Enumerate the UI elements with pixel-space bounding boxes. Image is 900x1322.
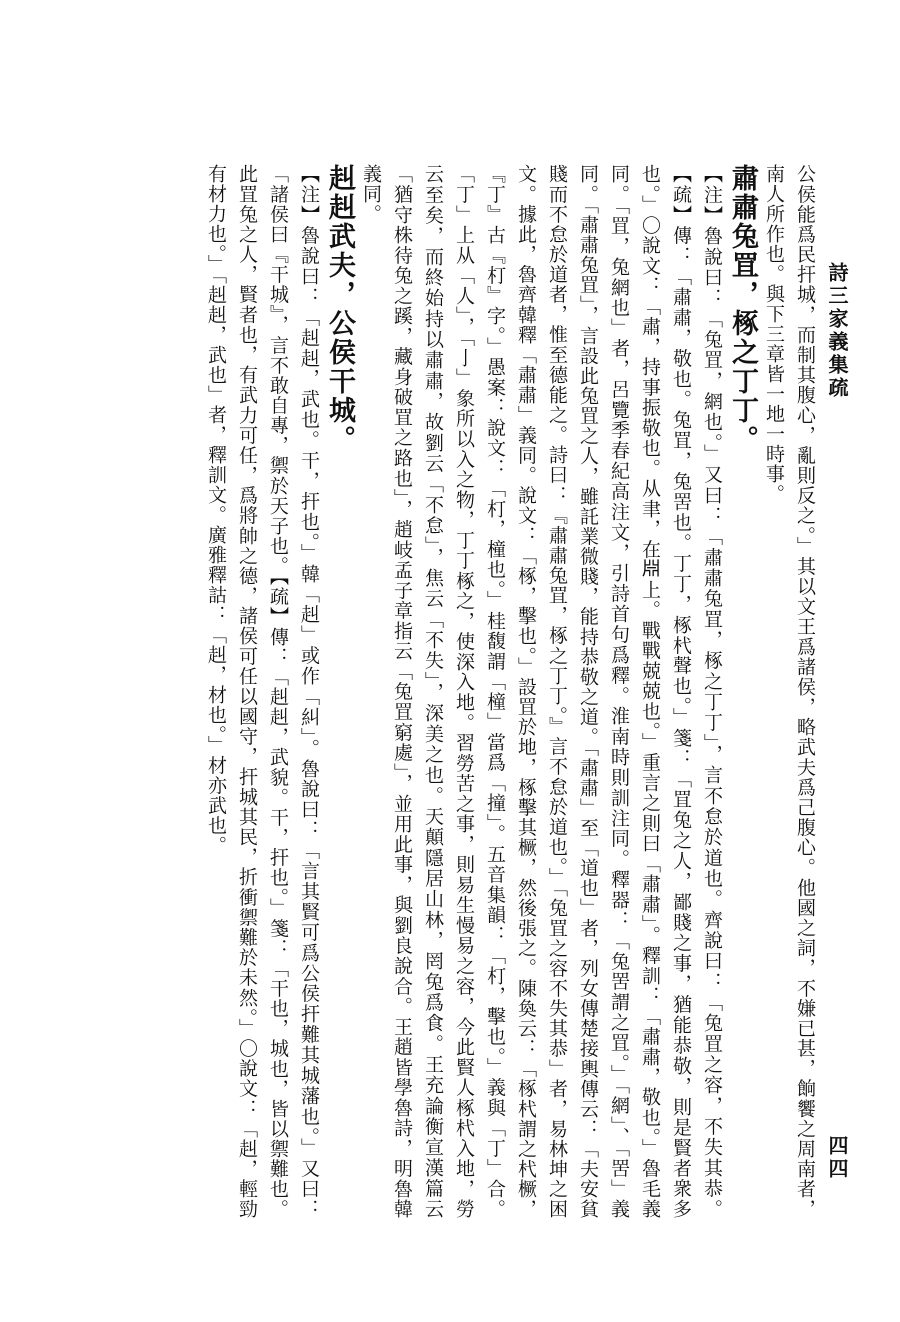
verse-line-2: 赳赳武夫，公侯干城。 bbox=[324, 164, 355, 454]
commentary-2: 【注】魯說曰：「赳赳，武也。干，扞也。」韓「赳」或作「糾」。魯說曰：「言其賢可爲公侯扞難其城藩也。」又曰：「諸侯曰『干城』，言不敢自專，禦於天子也。【疏】傳：「赳赳，武貌。干，扞也。」箋：「干也，城也，皆以禦難也。此罝兔之人，賢者也，有武力可任，爲將帥之德，諸侯可任以國守，扞城其民，折衝禦難於未然。」〇說文：「赳，輕勁有材力也。」「赳赳，武也」者，釋訓文。廣雅釋詁：「赳，材也。」材亦武也。 bbox=[205, 164, 320, 1219]
commentary-1: 【注】魯說曰：「兔罝，網也。」又曰：「肅肅兔罝，椓之丁丁」，言不怠於道也。齊說曰：「兔罝之容，不失其恭。【疏】傳：「肅肅，敬也。兔罝，兔罟也。丁丁，椓杙聲也。」箋：「罝兔之人，鄙賤之事，猶能恭敬，則是賢者衆多也。」〇說文：「肅，持事振敬也。从聿，在𣶒上。戰戰兢兢也。」重言之則曰「肅肅」。釋訓：「肅肅，敬也。」魯毛義同。「罝，兔網也」者，呂覽季春紀高注文，引詩首句爲釋。淮南時則訓注同。釋器：「兔罟謂之罝。」「網」、「罟」義同。「肅肅兔罝」，言設此兔罝之人，雖託業微賤，能持恭敬之道。「肅肅」至「道也」者，列女傳楚接輿傳云：「夫安貧賤而不怠於道者，惟至德能之。詩曰：『肅肅兔罝，椓之丁丁。』言不怠於道也。」「兔罝之容不失其恭」者，易林坤之困文。據此，魯齊韓釋「肅肅」義同。說文：「椓，擊也。」設罝於地，椓擊其橛，然後張之。陳奐云：「椓杙謂之杙橛，『丁』古『朾』字。」愚案：說文：「朾，橦也。」桂馥謂「橦」當爲「撞」。五音集韻：「朾，擊也。」義與「丁」合。「丁」上从「人」，「亅」象所以入之物，丁丁椓之，使深入地。習勞苦之事，則易生慢易之容，今此賢人椓杙入地，勞云至矣，而終始持以肅肅，故劉云「不怠」，焦云「不失」，深美之也。天顛隱居山林，罔兔爲食。王充論衡宣漢篇云「猶守株待兔之蹊，藏身破罝之路也」，趙岐孟子章指云「兔罝窮處」，並用此事，與劉良說合。王趙皆學魯詩，明魯韓義同。 bbox=[360, 164, 723, 1219]
main-text bbox=[138, 164, 820, 1219]
paragraph-intro: 公侯能爲民扞城，而制其腹心，亂則反之。」其以文王爲諸侯，略武夫爲己腹心。他國之詞，不嫌已甚，餉饗之周南者，南人所作也。與下三章皆一地一時事。 bbox=[763, 164, 816, 1219]
page-number: 四四 bbox=[825, 1135, 849, 1181]
verse-line-1: 肅肅兔罝，椓之丁丁。 bbox=[727, 164, 758, 454]
running-title: 詩三家義集疏 bbox=[825, 262, 849, 400]
